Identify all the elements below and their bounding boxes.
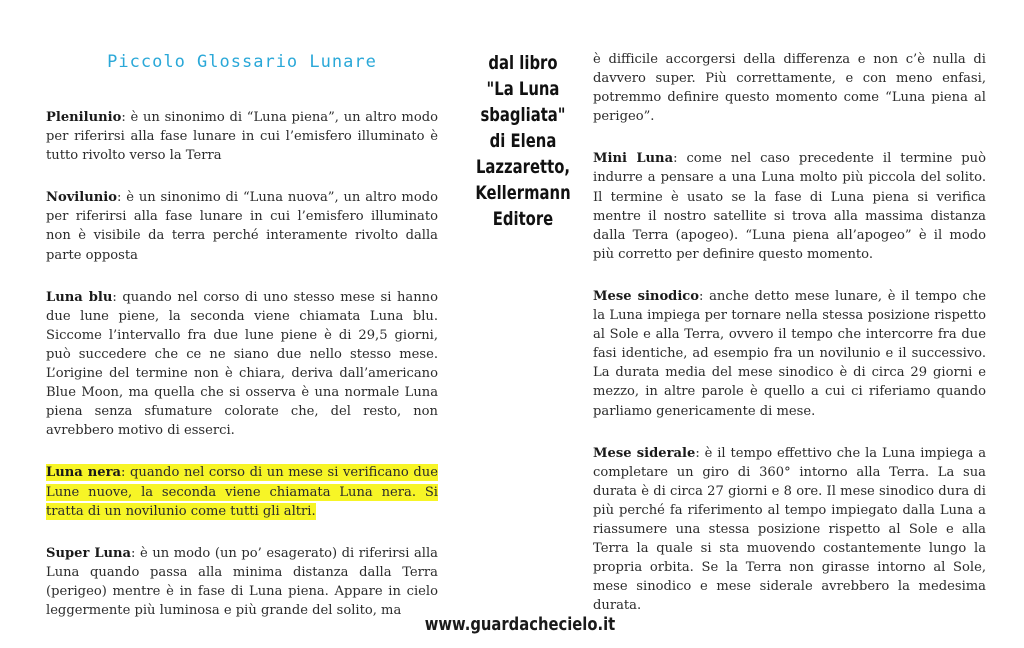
- glossary-term: Super Luna: [46, 545, 132, 561]
- source-line: Lazzaretto,: [475, 156, 571, 178]
- source-line: "La Luna: [486, 78, 560, 100]
- glossary-definition: : quando nel corso di uno stesso mese si hanno due lune piene, la seconda viene chiamata Luna blu. Siccome l’intervallo fra due lune piene è di 29,5 giorni, può succedere che ce ne siano due nello stesso mese. L’origine del termine non è chiara, deriva dall’americano Blue Moon, ma quella che si osserva è una normale Luna piena senza sfumature colorate che, del resto, non avrebbero motivo di esserci.: [46, 289, 438, 439]
- glossary-term: Mese sinodico: [593, 288, 700, 304]
- page-title: Piccolo Glossario Lunare: [107, 52, 377, 72]
- glossary-term: Novilunio: [46, 190, 118, 206]
- glossary-definition: : anche detto mese lunare, è il tempo che la Luna impiega per tornare nella stessa posizione rispetto al Sole e alla Terra, ovvero il tempo che intercorre fra due fasi identiche, ad esempio fra un novilunio e il successivo. La durata media del mese sinodico è di circa 29 giorni e mezzo, in altre parole è quello a cui ci riferiamo quando parliamo genericamente di mese.: [593, 288, 986, 419]
- glossary-definition: : come nel caso precedente il termine può indurre a pensare a una Luna molto più piccola del solito. Il termine è usato se la fase di Luna piena si verifica mentre il nostro satellite si trova alla massima distanza dalla Terra (apogeo). “Luna piena all’apogeo” è il modo più corretto per definire questo momento.: [593, 151, 986, 262]
- glossary-entry: [593, 149, 986, 264]
- glossary-entry: [46, 108, 438, 165]
- glossary-entry: [46, 288, 438, 441]
- source-line: dal libro: [488, 52, 558, 74]
- source-line: Editore: [492, 208, 554, 230]
- glossary-entry: [593, 50, 986, 126]
- footer-website-url: www.guardachecielo.it: [424, 614, 616, 635]
- glossary-definition: : è il tempo effettivo che la Luna impiega a completare un giro di 360° intorno alla Terra. La sua durata è di circa 27 giorni e 8 ore. Il mese sinodico dura di più perché fa riferimento al tempo impiegato dalla Luna a riassumere una stessa posizione rispetto al Sole e alla Terra la quale si sta muovendo costantemente lungo la propria orbita. Se la Terra non girasse intorno al Sole, mese sinodico e mese siderale avrebbero la medesima durata.: [593, 445, 986, 614]
- glossary-entry: [46, 463, 438, 520]
- glossary-entry: [46, 544, 438, 620]
- glossary-entry: [46, 188, 438, 264]
- highlighted-entry-text: [46, 464, 438, 519]
- book-source-credit: [474, 50, 572, 232]
- glossary-term: Luna nera: [46, 465, 121, 481]
- source-line: sbagliata": [480, 104, 566, 126]
- glossary-term: Luna blu: [46, 289, 113, 305]
- source-line: Kellermann: [475, 182, 571, 204]
- source-line: di Elena: [489, 130, 557, 152]
- glossary-column-right: [593, 50, 986, 638]
- glossary-definition: : quando nel corso di un mese si verificano due Lune nuove, la seconda viene chiamata Luna nera. Si tratta di un novilunio come tutti gli altri.: [46, 465, 438, 519]
- glossary-definition: : è un sinonimo di “Luna piena”, un altro modo per riferirsi alla fase lunare in cui l’emisfero illuminato è tutto rivolto verso la Terra: [46, 110, 438, 164]
- glossary-definition: : è un modo (un po’ esagerato) di riferirsi alla Luna quando passa alla minima distanza dalla Terra (perigeo) mentre è in fase di Luna piena. Appare in cielo leggermente più luminosa e più grande del solito, ma: [46, 545, 438, 618]
- glossary-entry: [593, 287, 986, 421]
- glossary-entry: [593, 444, 986, 616]
- glossary-definition: : è un sinonimo di “Luna nuova”, un altro modo per riferirsi alla fase lunare in cui l’emisfero illuminato non è visibile da terra perché interamente rivolto dalla parte opposta: [46, 190, 438, 263]
- glossary-term: Plenilunio: [46, 110, 122, 125]
- glossary-column-left: [46, 108, 438, 643]
- glossary-definition: è difficile accorgersi della differenza e non c’è nulla di davvero super. Più correttamente, e con meno enfasi, potremmo definire questo momento come “Luna piena al perigeo”.: [593, 52, 986, 125]
- glossary-term: Mini Luna: [593, 151, 674, 167]
- glossary-term: Mese siderale: [593, 445, 696, 461]
